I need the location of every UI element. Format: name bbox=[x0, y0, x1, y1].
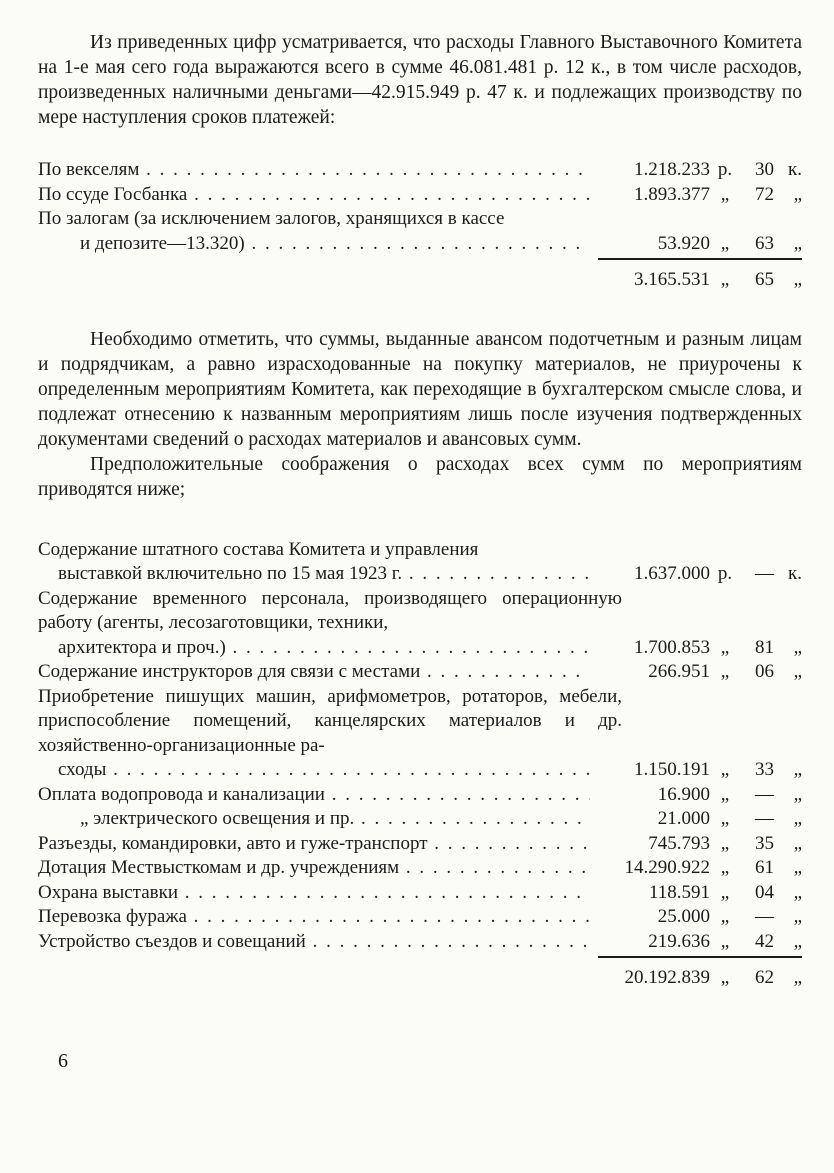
expense-equipment-line1: Приобретение пишущих машин, арифмометров, ротаторов, мебели, приспособление помещений, канцелярских материалов и др. хозяйственно-организационные ра- bbox=[38, 685, 622, 756]
expense-staff-line1: Содержание штатного состава Комитета и управления bbox=[38, 538, 479, 560]
paragraph-intro: Из приведенных цифр усматривается, что расходы Главного Выставочного Комитета на 1-е мая сего года выражаются всего в сумме 46.081.481 р. 12 к., в том числе расходов, произведенных наличными деньгами—42.915.949 р. 47 к. и подлежащих производству по мере наступления сроков платежей: bbox=[38, 32, 802, 128]
ledger-row-veksel: По векселям . . . 1.218.233 р. 30 к. bbox=[38, 158, 802, 183]
sum-rule bbox=[598, 258, 802, 260]
expense-instructors: Содержание инструкторов для связи с местами . . . 266.951 „ 06 „ bbox=[38, 660, 802, 685]
ledger-payments bbox=[38, 158, 802, 293]
expense-fodder: Перевозка фуража . . . 25.000 „ — „ bbox=[38, 905, 802, 930]
expense-temp: архитектора и проч.) . . . 1.700.853 „ 81 „ bbox=[38, 636, 802, 661]
paragraph-estimates: Предположительные соображения о расходах всех сумм по мероприятиям приводятся ниже; bbox=[38, 453, 802, 500]
ledger-row-zalog-line1: По залогам (за исключением залогов, хранящихся в кассе bbox=[38, 208, 505, 229]
ledger-row-zalog: и депозите—13.320) . . . 53.920 „ 63 „ bbox=[38, 232, 802, 257]
sum-rule-2 bbox=[598, 956, 802, 958]
expenses-total: 20.192.839 „ 62 „ bbox=[624, 967, 802, 988]
expense-water: Оплата водопровода и канализации . . . 16.900 „ — „ bbox=[38, 783, 802, 808]
expense-subsidy: Дотация Мествысткомам и др. учреждениям . . . 14.290.922 „ 61 „ bbox=[38, 856, 802, 881]
ledger-expenses bbox=[38, 538, 802, 991]
document-page bbox=[38, 30, 802, 991]
expense-temp-line1: Содержание временного персонала, производящего операционную работу (агенты, лесозаготовщики, техники, bbox=[38, 587, 622, 633]
expense-lighting: „ электрического освещения и пр. . . . 21.000 „ — „ bbox=[38, 807, 802, 832]
ledger-row-gosbank: По ссуде Госбанка . . . 1.893.377 „ 72 „ bbox=[38, 183, 802, 208]
paragraph-advances: Необходимо отметить, что суммы, выданные авансом подотчетным и разным лицам и подрядчикам, а равно израсходованные на покупку материалов, не приурочены к определенным мероприятиям Комитета, как переходящие в бухгалтерском смысле слова, и подлежат отнесению к названным мероприятиям лишь после изучения подтвержденных документами сведений о расходах материалов и авансовых сумм. bbox=[38, 328, 802, 450]
ledger-total: 3.165.531 „ 65 „ bbox=[634, 269, 802, 290]
expense-travel: Разъезды, командировки, авто и гуже-транспорт . . . 745.793 „ 35 „ bbox=[38, 832, 802, 857]
expense-staff: выставкой включительно по 15 мая 1923 г. . . . 1.637.000 р. — к. bbox=[38, 562, 802, 587]
expense-congresses: Устройство съездов и совещаний . . . 219.636 „ 42 „ bbox=[38, 930, 802, 955]
expense-security: Охрана выставки . . . 118.591 „ 04 „ bbox=[38, 881, 802, 906]
page-number: 6 bbox=[58, 1050, 68, 1072]
expense-equipment: сходы . . . 1.150.191 „ 33 „ bbox=[38, 758, 802, 783]
